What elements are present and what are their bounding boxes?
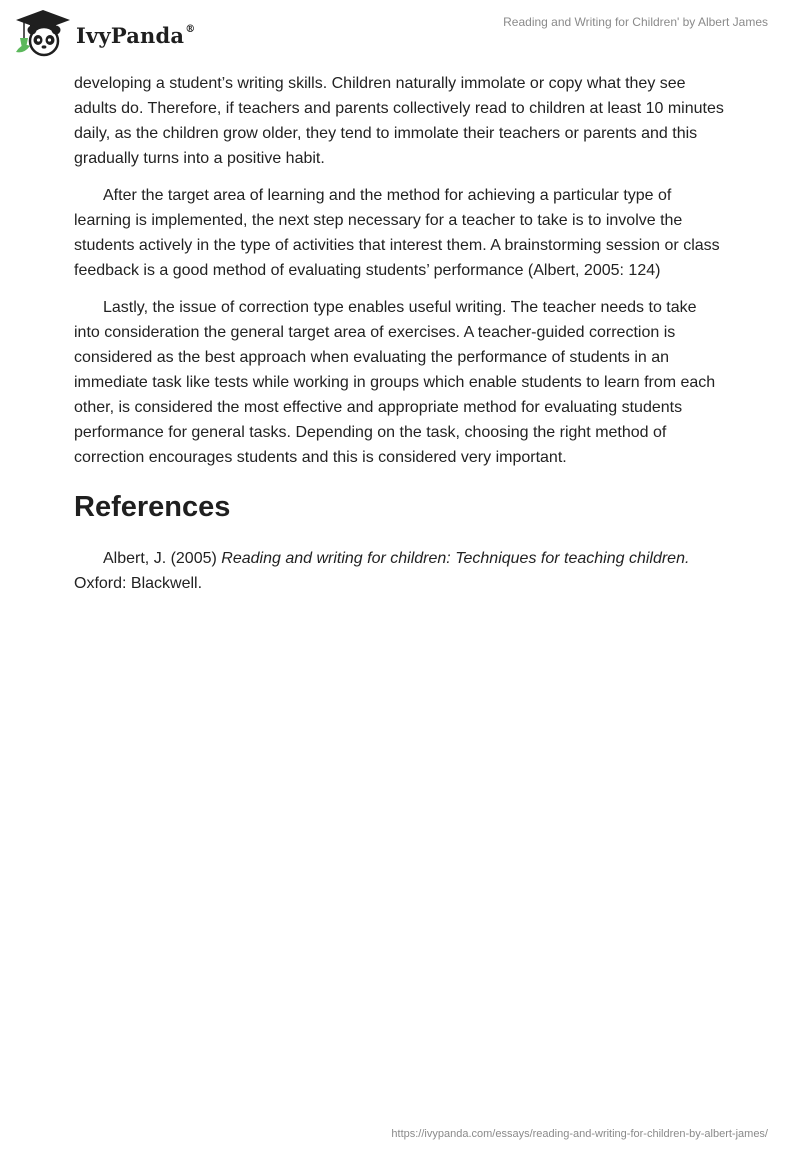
registered-mark: ® [185,23,196,35]
body-paragraph: After the target area of learning and the method for achieving a particular type of learning is implemented, the next step necessary for a teacher to take is to involve the students actively in the type of activities that interest them. A brainstorming session or class feedback is a good method of evaluating students’ performance (Albert, 2005: 124) [74,187,720,279]
logo-wordmark [76,23,195,48]
ivypanda-logo[interactable] [14,8,195,58]
reference-title: Reading and writing for children: Techniques for teaching children. [221,550,690,567]
reference-author-year: Albert, J. (2005) [103,550,222,567]
reference-entry [74,546,726,596]
body-paragraph: Lastly, the issue of correction type enables useful writing. The teacher needs to take into consideration the general target area of exercises. A teacher-guided correction is considered as the best approach when evaluating the performance of students in an immediate task like tests while working in groups which enable students to learn from each other, is considered the most effective and appropriate method for evaluating students performance for general tasks. Depending on the task, choosing the right method of correction encourages students and this is considered very important. [74,299,716,466]
reference-publisher: Oxford: Blackwell. [74,575,203,592]
body-paragraph: developing a student’s writing skills. Children naturally immolate or copy what they see adults do. Therefore, if teachers and parents collectively read to children at least 10 minutes daily, as the children grow older, they tend to immolate their teachers or parents and this gradually turns into a positive habit. [74,75,724,167]
document-title: Reading and Writing for Children' by Albert James [503,15,768,29]
document-body [74,71,726,596]
references-heading: References [74,491,231,523]
panda-graduate-icon [14,8,72,58]
source-url-link[interactable]: https://ivypanda.com/essays/reading-and-writing-for-children-by-albert-james/ [391,1128,768,1140]
page-header [0,0,800,70]
logo-text: IvyPanda [76,22,185,48]
